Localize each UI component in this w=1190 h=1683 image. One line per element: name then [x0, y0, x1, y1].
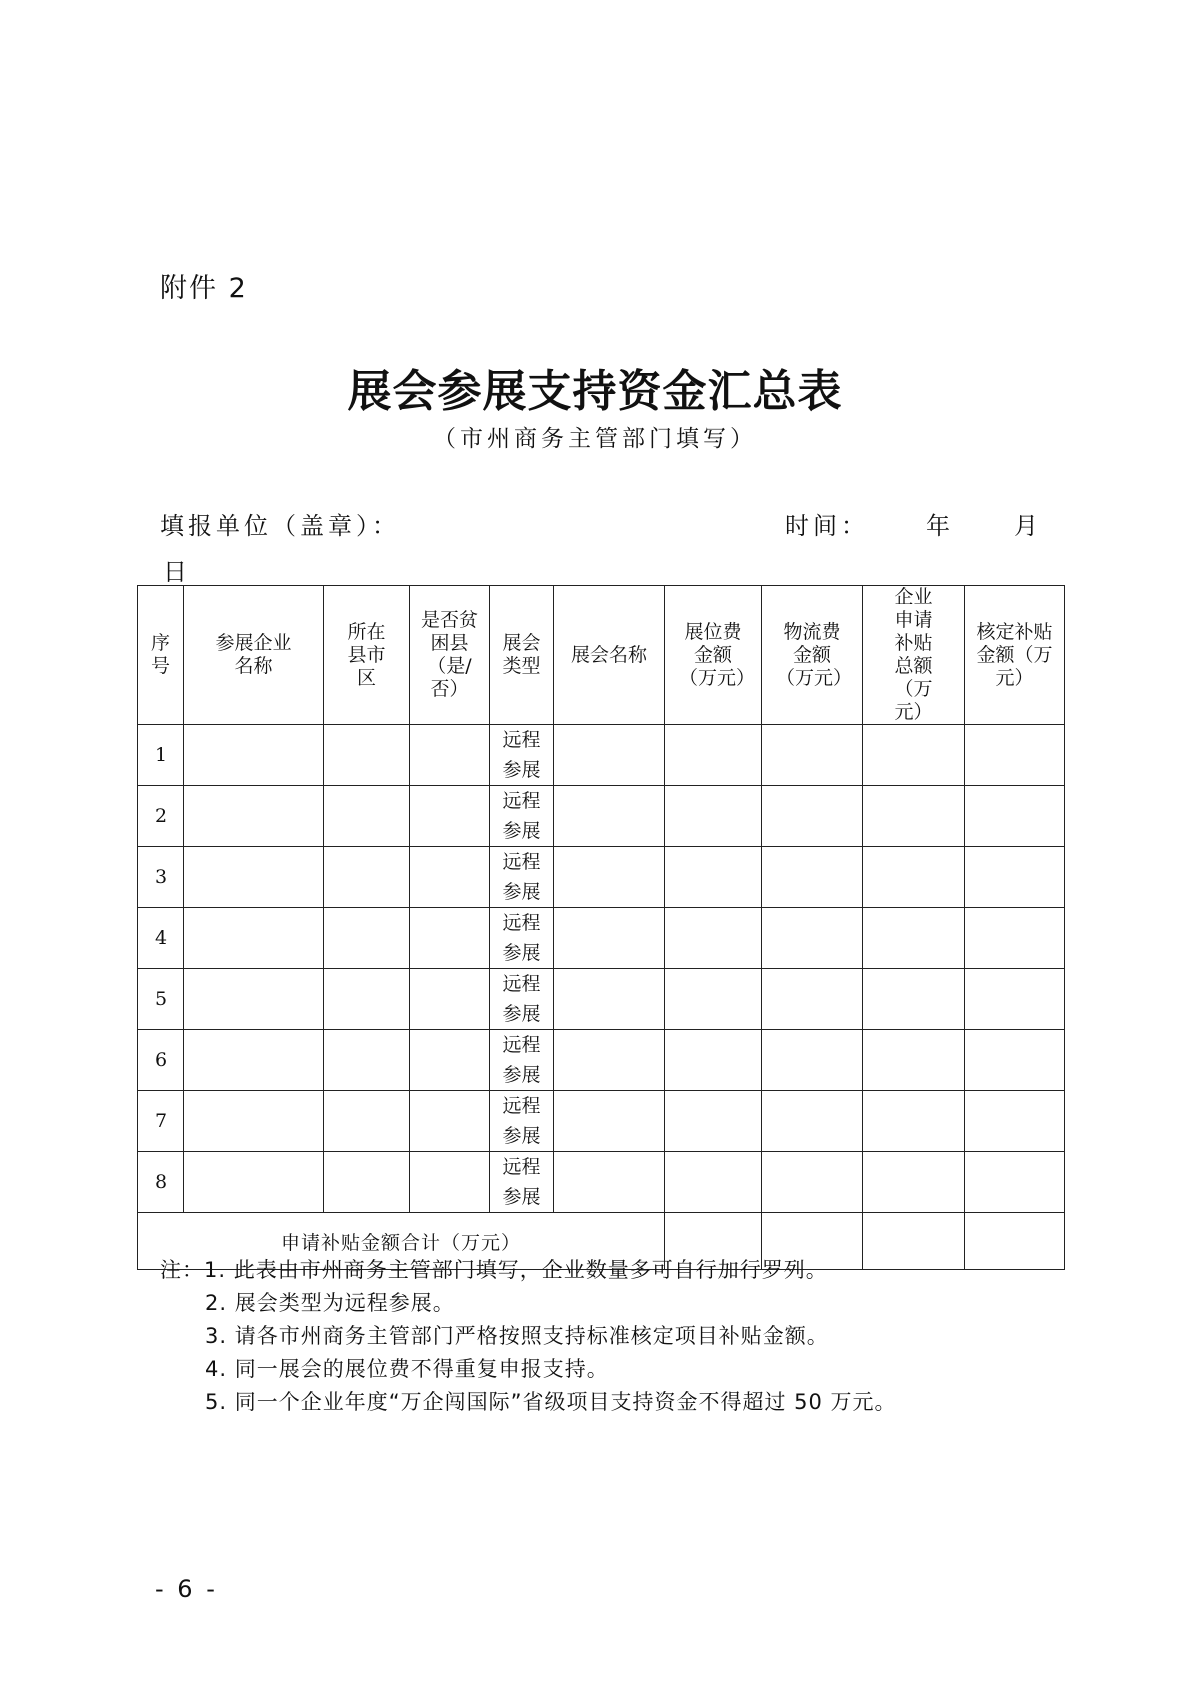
total-label: 申请补贴金额合计（万元） [138, 1213, 665, 1270]
cell-company [184, 1030, 324, 1091]
cell-exhibition-name [554, 1091, 665, 1152]
cell-booth-fee [665, 1030, 762, 1091]
fill-unit-label: 填报单位（盖章）： [160, 512, 400, 540]
table-row [138, 1091, 1065, 1152]
table-header-row [138, 586, 1065, 725]
cell-booth-fee [665, 1091, 762, 1152]
cell-logistics-fee [762, 786, 863, 847]
table-row [138, 725, 1065, 786]
cell-applied-total [863, 969, 965, 1030]
cell-exhibition-name [554, 847, 665, 908]
cell-exhibition-name [554, 725, 665, 786]
cell-booth-fee [665, 786, 762, 847]
cell-company [184, 908, 324, 969]
cell-poverty [410, 1152, 490, 1213]
cell-exhibition-name [554, 908, 665, 969]
cell-approved [965, 725, 1065, 786]
cell-approved [965, 1091, 1065, 1152]
cell-booth-fee [665, 1152, 762, 1213]
cell-poverty [410, 908, 490, 969]
cell-poverty [410, 847, 490, 908]
cell-company [184, 847, 324, 908]
cell-applied-total [863, 1030, 965, 1091]
year-label: 年 [926, 512, 950, 540]
note-item: 5. 同一个企业年度“万企闯国际”省级项目支持资金不得超过 50 万元。 [205, 1390, 897, 1414]
cell-type: 远程参展 [490, 847, 554, 908]
header-applied-total: 企业申请补贴总额（万元） [863, 586, 965, 725]
notes-section [160, 1254, 897, 1419]
table-row [138, 786, 1065, 847]
cell-company [184, 1152, 324, 1213]
row-number: 1 [138, 725, 184, 786]
attachment-label: 附件 2 [160, 273, 248, 304]
cell-booth-fee [665, 908, 762, 969]
table-row [138, 847, 1065, 908]
cell-applied-total [863, 786, 965, 847]
cell-logistics-fee [762, 1152, 863, 1213]
cell-company [184, 969, 324, 1030]
header-poverty-county: 是否贫困县（是/否） [410, 586, 490, 725]
cell-type: 远程参展 [490, 1152, 554, 1213]
cell-exhibition-name [554, 786, 665, 847]
note-item: 3. 请各市州商务主管部门严格按照支持标准核定项目补贴金额。 [205, 1324, 829, 1348]
header-exhibition-name: 展会名称 [554, 586, 665, 725]
cell-type: 远程参展 [490, 969, 554, 1030]
row-number: 3 [138, 847, 184, 908]
total-approved [965, 1213, 1065, 1270]
cell-district [324, 1152, 410, 1213]
cell-type: 远程参展 [490, 786, 554, 847]
day-label: 日 [163, 558, 187, 586]
row-number: 2 [138, 786, 184, 847]
row-number: 5 [138, 969, 184, 1030]
cell-booth-fee [665, 847, 762, 908]
cell-type: 远程参展 [490, 725, 554, 786]
cell-approved [965, 908, 1065, 969]
cell-company [184, 725, 324, 786]
note-item: 2. 展会类型为远程参展。 [205, 1291, 455, 1315]
cell-approved [965, 786, 1065, 847]
cell-logistics-fee [762, 847, 863, 908]
cell-type: 远程参展 [490, 908, 554, 969]
cell-exhibition-name [554, 1152, 665, 1213]
cell-district [324, 969, 410, 1030]
cell-logistics-fee [762, 1091, 863, 1152]
cell-approved [965, 1030, 1065, 1091]
cell-approved [965, 969, 1065, 1030]
cell-logistics-fee [762, 908, 863, 969]
row-number: 6 [138, 1030, 184, 1091]
table-row [138, 1030, 1065, 1091]
cell-logistics-fee [762, 725, 863, 786]
header-approved-amount: 核定补贴金额（万元） [965, 586, 1065, 725]
cell-approved [965, 1152, 1065, 1213]
cell-logistics-fee [762, 1030, 863, 1091]
row-number: 4 [138, 908, 184, 969]
note-text: 1. 此表由市州商务主管部门填写，企业数量多可自行加行罗列。 [204, 1258, 828, 1282]
cell-approved [965, 847, 1065, 908]
row-number: 8 [138, 1152, 184, 1213]
cell-type: 远程参展 [490, 1091, 554, 1152]
cell-applied-total [863, 725, 965, 786]
cell-poverty [410, 1091, 490, 1152]
cell-district [324, 786, 410, 847]
cell-exhibition-name [554, 969, 665, 1030]
cell-poverty [410, 786, 490, 847]
cell-district [324, 1030, 410, 1091]
cell-applied-total [863, 1152, 965, 1213]
cell-applied-total [863, 847, 965, 908]
header-district: 所在县市区 [324, 586, 410, 725]
note-item: 4. 同一展会的展位费不得重复申报支持。 [205, 1357, 609, 1381]
header-booth-fee: 展位费金额（万元） [665, 586, 762, 725]
page-number: - 6 - [155, 1575, 218, 1603]
row-number: 7 [138, 1091, 184, 1152]
notes-prefix: 注： [160, 1258, 204, 1282]
cell-exhibition-name [554, 1030, 665, 1091]
header-company: 参展企业名称 [184, 586, 324, 725]
cell-type: 远程参展 [490, 1030, 554, 1091]
month-label: 月 [1014, 512, 1038, 540]
summary-table [137, 585, 1065, 1270]
cell-logistics-fee [762, 969, 863, 1030]
cell-poverty [410, 1030, 490, 1091]
cell-district [324, 847, 410, 908]
note-item [160, 1254, 897, 1287]
page-title: 展会参展支持资金汇总表 [347, 366, 843, 417]
table-row [138, 1152, 1065, 1213]
time-label: 时间： [785, 512, 869, 540]
cell-district [324, 1091, 410, 1152]
cell-district [324, 908, 410, 969]
cell-company [184, 1091, 324, 1152]
header-serial: 序号 [138, 586, 184, 725]
table-row [138, 969, 1065, 1030]
page-subtitle: （市州商务主管部门填写） [433, 426, 757, 452]
cell-poverty [410, 725, 490, 786]
cell-district [324, 725, 410, 786]
cell-poverty [410, 969, 490, 1030]
cell-booth-fee [665, 725, 762, 786]
header-logistics-fee: 物流费金额（万元） [762, 586, 863, 725]
cell-company [184, 786, 324, 847]
cell-applied-total [863, 908, 965, 969]
header-exhibition-type: 展会类型 [490, 586, 554, 725]
cell-applied-total [863, 1091, 965, 1152]
cell-booth-fee [665, 969, 762, 1030]
table-row [138, 908, 1065, 969]
